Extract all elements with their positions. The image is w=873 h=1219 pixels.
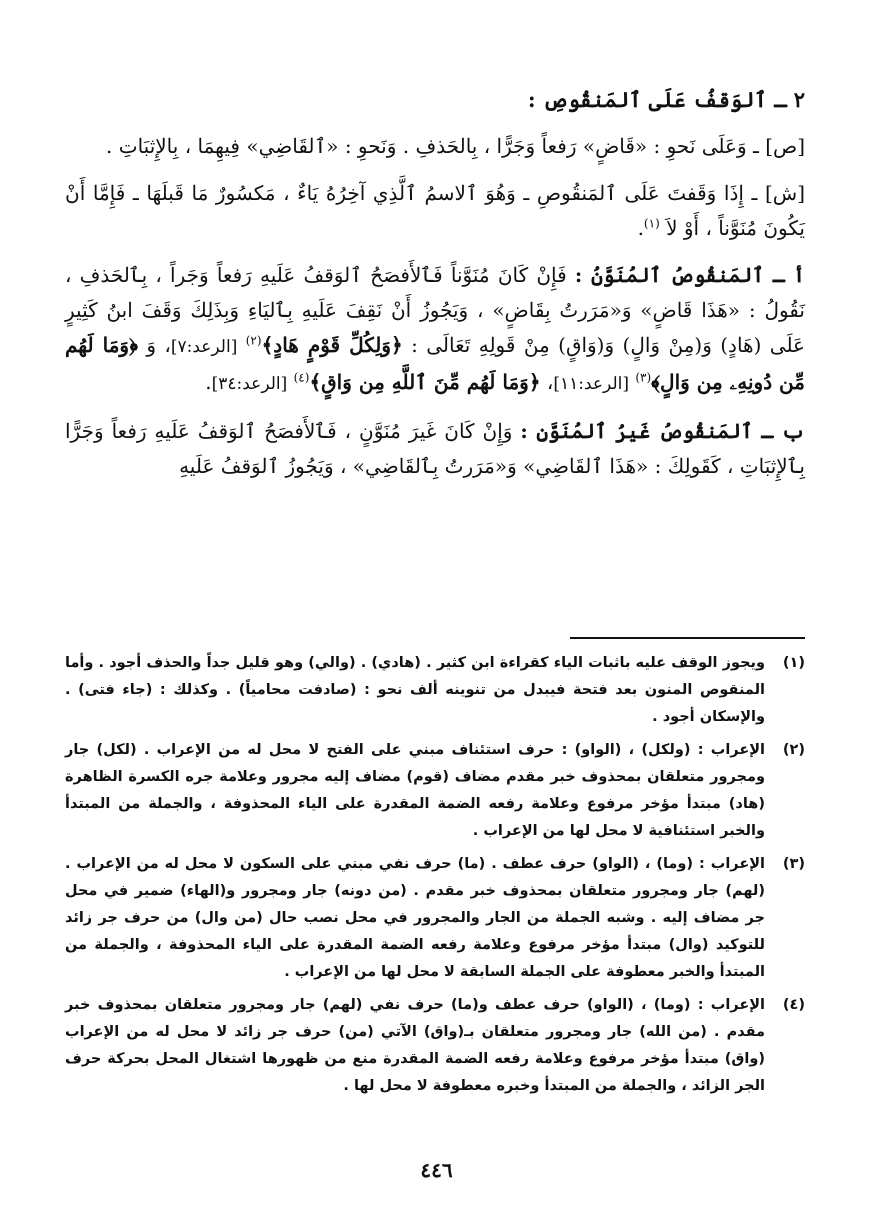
part-b-heading: ب ـ ٱلمَنقُوصُ غَيرُ ٱلمُنَوَّنِ : bbox=[520, 419, 806, 443]
part-a-paragraph: أ ـ ٱلمَنقُوصُ ٱلمُنَوَّنُ : فَإِنْ كَانَ مُنَوَّناً فَٱلأَفصَحُ ٱلوَقفُ عَلَيهِ رَفعاً وَجَراً ، بِٱلحَذفِ ، نَقُولُ : «هَذَا قَاضٍ» وَ«مَرَرتُ بِقَاضٍ» ، وَيَجُوزُ أَنْ نَقِفَ عَلَيهِ بِٱليَاءِ وَبِذَلِكَ وَقَفَ ابنُ كَثِيرٍ عَلَى (هَادٍ) وَ(مِنْ وَالٍ) وَ(وَاقٍ) مِنْ قَولِهِ تَعَالَى : ﴿وَلِكُلِّ قَوْمٍ هَادٍ﴾$^{(٢)}$ [الرعد:٧]، وَ ﴿وَمَا لَهُم مِّن دُونِهِۦ مِن وَالٍ﴾$^{(٣)}$ [الرعد:١١]، ﴿وَمَا لَهُم مِّنَ ٱللَّهِ مِن وَاقٍ﴾$^{(٤)}$ [الرعد:٣٤]. bbox=[65, 263, 806, 394]
footnote-ref-4[interactable]: (٤) bbox=[293, 370, 310, 385]
sharh-paragraph: [ش] ـ إِذَا وَقَفتَ عَلَى ٱلمَنقُوصِ ـ وَهُوَ ٱلاسمُ ٱلَّذِي آخِرُهُ يَاءٌ ، مَكسُورٌ مَا قَبلَهَا ـ فَإِمَّا أَنْ يَكُونَ مُنَوَّناً ، أَوْ لاَ $^{(١)}$. bbox=[65, 181, 805, 240]
footnote-separator bbox=[570, 637, 805, 639]
part-b-paragraph bbox=[65, 414, 805, 484]
page-number: ٤٤٦ bbox=[420, 1158, 453, 1182]
sharh-text: [ش] ـ إِذَا وَقَفتَ عَلَى ٱلمَنقُوصِ ـ وَهُوَ ٱلاسمُ ٱلَّذِي آخِرُهُ يَاءٌ ، مَكسُورٌ مَا قَبلَهَا ـ فَإِمَّا أَنْ يَكُونَ مُنَوَّناً ، أَوْ لاَ bbox=[65, 181, 805, 240]
footnote-ref-3[interactable]: (٣) bbox=[635, 370, 652, 385]
part-a-text: فَإِنْ كَانَ مُنَوَّناً فَٱلأَفصَحُ ٱلوَقفُ عَلَيهِ رَفعاً وَجَراً ، بِٱلحَذفِ ، نَقُولُ : «هَذَا قَاضٍ» وَ«مَرَرتُ بِقَاضٍ» ، وَيَجُوزُ أَنْ نَقِفَ عَلَيهِ بِٱليَاءِ وَبِذَلِكَ وَقَفَ ابنُ كَثِيرٍ عَلَى (هَادٍ) وَ(مِنْ وَالٍ) وَ(وَاقٍ) مِنْ قَولِهِ تَعَالَى : bbox=[65, 263, 805, 357]
footnote-number: (٢) bbox=[782, 742, 805, 758]
footnote-number: (٤) bbox=[782, 997, 805, 1013]
connector: ، وَ bbox=[146, 333, 171, 357]
footnote-number: (٣) bbox=[782, 856, 805, 872]
footnote-text: الإعراب : (ولكل) ، (الواو) : حرف استئناف مبني على الفتح لا محل له من الإعراب . (لكل) جار ومجرور متعلقان بمحذوف خبر مقدم مضاف (قوم) مضاف إليه مجرور وعلامة جره الكسرة الظاهرة (هاد) مبتدأ مؤخر مرفوع وعلامة رفعه الضمة المقدرة على الياء المحذوفة ، والجملة من المبتدأ والخبر استئنافية لا محل لها من الإعراب . bbox=[65, 742, 765, 839]
footnote-4 bbox=[65, 992, 805, 1100]
footnote-text: ويجوز الوقف عليه باثبات الياء كقراءة ابن كثير . (هادي) . (والي) وهو قليل جداً والحذف أجود . وأما المنقوص المنون بعد فتحة فيبدل من تنوينه ألف نحو : (صادفت محامياً) . وكذلك : (جاء فتى) . والإسكان أجود . bbox=[65, 655, 765, 725]
verse-1: ﴿وَلِكُلِّ قَوْمٍ هَادٍ﴾ bbox=[261, 333, 403, 357]
footnote-3 bbox=[65, 851, 805, 986]
footnote-ref-2[interactable]: (٢) bbox=[245, 333, 262, 348]
verse-3-citation: [الرعد:٣٤] bbox=[211, 374, 288, 394]
part-b-text: وَإِنْ كَانَ غَيرَ مُنَوَّنٍ ، فَٱلأَفصَحُ ٱلوَقفُ عَلَيهِ رَفعاً وَجَرًّا بِٱلإِثبَاتِ ، كَقَولِكَ : «هَذَا ٱلقَاضِي» وَ«مَرَرتُ بِٱلقَاضِي» ، وَيَجُوزُ ٱلوَقفُ عَلَيهِ bbox=[65, 419, 805, 478]
footnote-ref-1[interactable]: (١) bbox=[643, 216, 660, 231]
main-text bbox=[65, 82, 805, 496]
matn-paragraph: [ص] ـ وَعَلَى نَحوِ : «قَاضٍ» رَفعاً وَجَرًّا ، بِالحَذفِ . وَنَحوِ : «ٱلقَاضِي» فِيهِمَا ، بِالإِثبَاتِ . bbox=[106, 134, 805, 158]
verse-3: ﴿وَمَا لَهُم مِّنَ ٱللَّهِ مِن وَاقٍ﴾ bbox=[309, 370, 541, 394]
footnote-text: الإعراب : (وما) ، (الواو) حرف عطف . (ما) حرف نفي مبني على السكون لا محل له من الإعراب . (لهم) جار ومجرور متعلقان بمحذوف خبر مقدم . (من دونه) جار ومجرور و(الهاء) ضمير في محل جر مضاف إليه . وشبه الجملة من الجار والمجرور في محل نصب حال (من وال) من حرف جر زائد للتوكيد (وال) مبتدأ مؤخر مرفوع وعلامة رفعه الضمة المقدرة على الياء المحذوفة ، والجملة من المبتدأ والخبر معطوفة على الجملة السابقة لا محل لها من الإعراب . bbox=[65, 856, 765, 980]
section-title: ٢ ـ ٱلوَقفُ عَلَى ٱلمَنقُوصِ : bbox=[527, 87, 805, 112]
footnote-1 bbox=[65, 650, 805, 731]
footnotes bbox=[65, 650, 805, 1106]
footnote-2 bbox=[65, 737, 805, 845]
verse-1-citation: [الرعد:٧] bbox=[170, 337, 238, 357]
verse-2-citation: [الرعد:١١] bbox=[553, 374, 629, 394]
part-a-heading: أ ـ ٱلمَنقُوصُ ٱلمُنَوَّنُ : bbox=[574, 263, 806, 287]
footnote-number: (١) bbox=[782, 655, 805, 671]
verse-2: ﴿وَمَا لَهُم مِّن دُونِهِۦ مِن وَالٍ﴾ bbox=[65, 333, 805, 394]
footnote-text: الإعراب : (وما) ، (الواو) حرف عطف و(ما) حرف نفي (لهم) جار ومجرور متعلقان بمحذوف خبر مقدم . (من الله) جار ومجرور متعلقان بـ(واق) الآتي (من) حرف جر زائد لا محل له من الإعراب (واق) مبتدأ مؤخر مرفوع وعلامة رفعه الضمة المقدرة منع من ظهورها اشتغال المحل بحركة حرف الجر الزائد ، والجملة من المبتدأ وخبره معطوفة لا محل لها . bbox=[65, 997, 765, 1094]
